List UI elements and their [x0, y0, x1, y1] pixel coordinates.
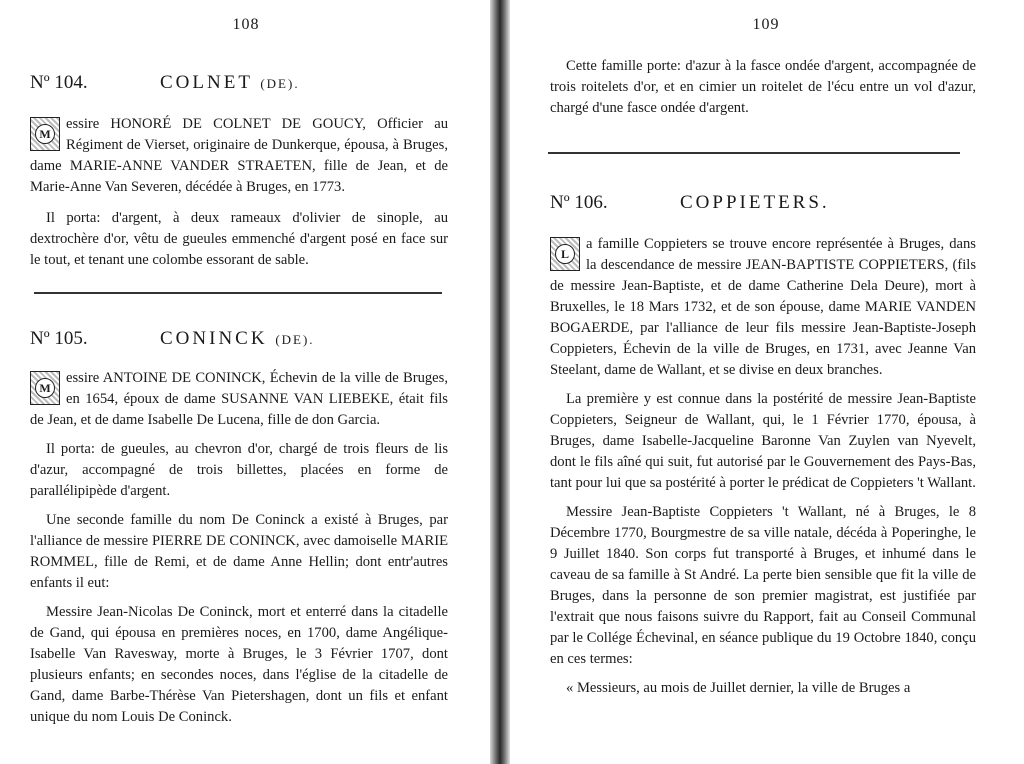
dropcap-l-icon: L	[550, 237, 580, 271]
entry-104-paragraph-1: essire HONORÉ DE COLNET DE GOUCY, Officier au Régiment de Vierset, originaire de Dunkerque, épousa, à Bruges, dame MARIE-ANNE VANDER STRAETEN, fille de Jean, et de Marie-Anne Van Severen, décédée à Bruges, en 1773.	[30, 116, 448, 195]
entry-104-number: Nº 104.	[30, 72, 88, 93]
entry-106-paragraph-2: La première y est connue dans la postérité de messire Jean-Baptiste Coppieters, Seigneur de Wallant, qui, le 1 Février 1770, épousa, à Bruges, dame Isabelle-Jacqueline Baronne Van Zuylen van Nyevelt, dont le fils aîné qui suit, fut autorisé par le Gouvernement des Pays-Bas, tant pour lui que sa postérité à porter le prédicat de Coppieters 't Wallant.	[550, 391, 976, 491]
entry-105-name: CONINCK (DE).	[160, 328, 315, 349]
divider-rule-left	[34, 292, 442, 294]
entry-106-name: COPPIETERS.	[680, 192, 830, 213]
entry-106-paragraph-4: « Messieurs, au mois de Juillet dernier, la ville de Bruges a	[566, 680, 911, 696]
entry-104-name: COLNET (DE).	[160, 72, 300, 93]
entry-106-number: Nº 106.	[550, 192, 608, 213]
entry-105-paragraph-2: Il porta: de gueules, au chevron d'or, chargé de trois fleurs de lis d'azur, accompagné de trois billettes, placées en forme de parallélipipède d'argent.	[30, 441, 448, 499]
entry-106-paragraph-3: Messire Jean-Baptiste Coppieters 't Wallant, né à Bruges, le 8 Décembre 1770, Bourgmestre de sa ville natale, décéda à Poperinghe, le 9 Juillet 1840. Son corps fut transporté à Bruges, et inhumé dans le caveau de sa famille à St André. La perte bien sensible que fit la ville de Bruges, dans la personne de son premier magistrat, est justifiée par l'extrait que nous faisons suivre du Rapport, fait au Conseil Communal par le Collége Échevinal, en séance publique du 19 Octobre 1840, conçu en ces termes:	[550, 504, 976, 667]
entry-106-paragraph-1: a famille Coppieters se trouve encore représentée à Bruges, dans la descendance de messire JEAN-BAPTISTE COPPIETERS, (fils de messire Jean-Baptiste, et de dame Catherine Dela Deure), mort à Bruxelles, le 18 Mars 1732, et de son épouse, dame MARIE VANDEN BOGAERDE, par l'alliance de leur fils messire Jean-Baptiste-Joseph Coppieters, Échevin de la ville de Bruges, en 1731, avec Jeanne Van Steelant, dame de Wallant, et se divise en deux branches.	[550, 236, 976, 378]
entry-106-heading	[550, 192, 976, 214]
entry-105-paragraph-4: Messire Jean-Nicolas De Coninck, mort et enterré dans la citadelle de Gand, qui épousa en premières noces, en 1700, dame Angélique-Isabelle Van Ravesway, morte à Bruges, le 3 Février 1707, dont plusieurs enfants; en secondes noces, dans l'église de la citadelle de Gand, dame Barbe-Thérèse Van Pietershagen, dont un fils et enfant unique du nom Louis De Coninck.	[30, 604, 448, 725]
page-number-right: 109	[752, 16, 780, 33]
dropcap-m-icon: M	[30, 117, 60, 151]
page-number-left: 108	[232, 16, 260, 33]
entry-104	[30, 72, 448, 271]
right-paragraph-0: Cette famille porte: d'azur à la fasce ondée d'argent, accompagnée de trois roitelets d'or, et en cimier un roitelet de l'écu entre un vol d'azur, chargé d'une fasce ondée d'argent.	[550, 58, 976, 116]
book-gutter	[490, 0, 510, 764]
entry-106	[550, 192, 976, 699]
entry-105	[30, 328, 448, 728]
entry-105-paragraph-3: Une seconde famille du nom De Coninck a existé à Bruges, par l'alliance de messire PIERRE DE CONINCK, avec damoiselle MARIE ROMMEL, fille de Remi, et de dame Anne Hellin; dont entr'autres enfants il eut:	[30, 512, 448, 591]
right-opening-text	[550, 56, 976, 119]
left-page	[0, 0, 492, 764]
entry-104-paragraph-2: Il porta: d'argent, à deux rameaux d'olivier de sinople, au dextrochère d'or, vêtu de gueules emmenché d'argent posé en face sur le tout, et tenant une colombe essorant de sable.	[30, 210, 448, 268]
dropcap-m-icon: M	[30, 371, 60, 405]
divider-rule-right	[548, 152, 960, 154]
entry-104-heading	[30, 72, 448, 94]
entry-105-heading	[30, 328, 448, 350]
right-page	[508, 0, 1024, 764]
entry-105-paragraph-1: essire ANTOINE DE CONINCK, Échevin de la ville de Bruges, en 1654, époux de dame SUSANNE VAN LIEBEKE, était fils de Jean, et de dame Isabelle De Lucena, fille de don Garcia.	[30, 370, 448, 428]
entry-105-number: Nº 105.	[30, 328, 88, 349]
